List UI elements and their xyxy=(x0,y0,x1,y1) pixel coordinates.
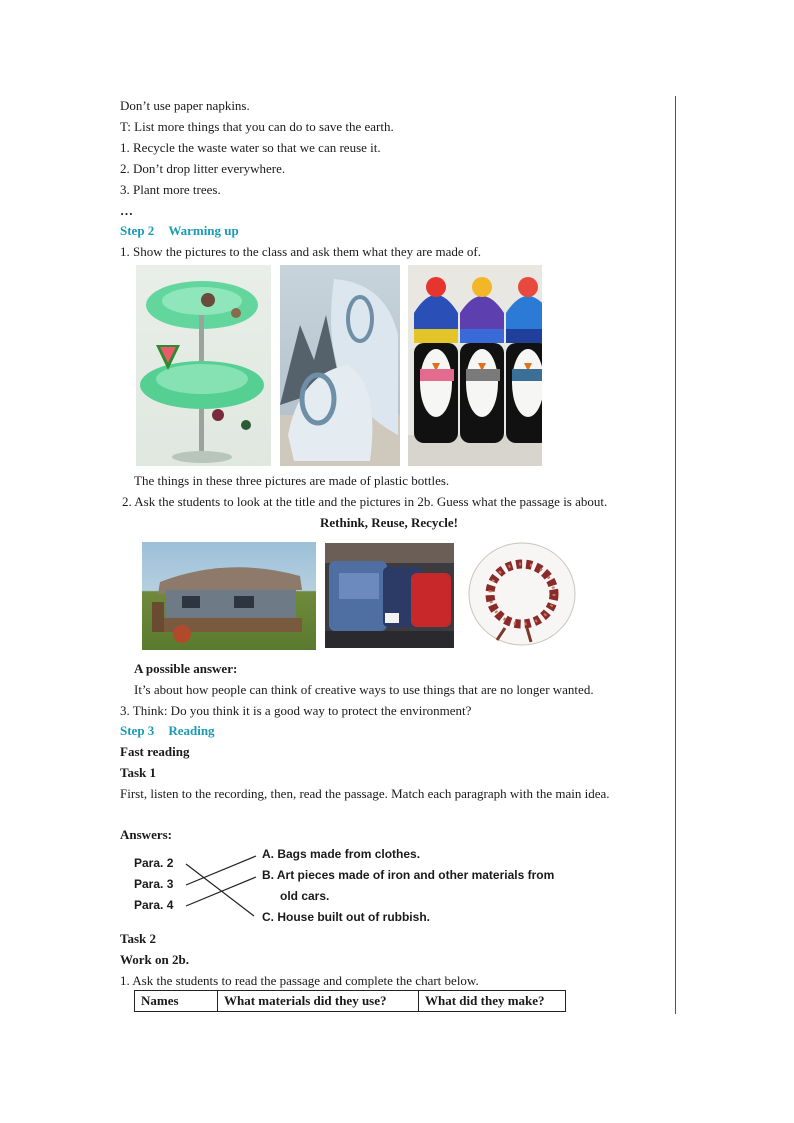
step3-label: Step 3 xyxy=(120,723,155,738)
bottle-penguins-photo xyxy=(408,265,542,466)
work-on-heading: Work on 2b. xyxy=(120,952,189,967)
step2-heading xyxy=(120,223,239,239)
step3-title: Reading xyxy=(168,723,215,738)
passage-title: Rethink, Reuse, Recycle! xyxy=(320,515,458,530)
match-para-2: Para. 2 xyxy=(134,856,174,870)
task2-heading: Task 2 xyxy=(120,931,157,946)
task1-heading: Task 1 xyxy=(120,765,157,780)
intro-line-2: T: List more things that you can do to save the earth. xyxy=(120,119,394,134)
task2-instruction: 1. Ask the students to read the passage and complete the chart below. xyxy=(120,973,479,988)
intro-line-4: 2. Don’t drop litter everywhere. xyxy=(120,161,286,176)
task1-instruction: First, listen to the recording, then, read the passage. Match each paragraph with the main idea. xyxy=(120,786,610,801)
chart-header-made: What did they make? xyxy=(419,991,566,1012)
intro-line-3: 1. Recycle the waste water so that we can reuse it. xyxy=(120,140,381,155)
intro-line-5: 3. Plant more trees. xyxy=(120,182,221,197)
iron-art-wreath-photo xyxy=(467,542,577,647)
match-line-para2-c xyxy=(186,864,254,916)
step2-instruction-2: 2. Ask the students to look at the title and the pictures in 2b. Guess what the passage is about. xyxy=(122,494,608,509)
answers-label: Answers: xyxy=(120,827,172,842)
match-para-3: Para. 3 xyxy=(134,877,174,891)
match-line-para4-b xyxy=(186,877,256,906)
intro-line-1: Don’t use paper napkins. xyxy=(120,98,250,113)
bottle-fish-sculpture-photo xyxy=(280,265,400,466)
matching-lines xyxy=(180,850,270,920)
step2-instruction-3: 3. Think: Do you think it is a good way to protect the environment? xyxy=(120,703,472,718)
match-idea-b-cont: old cars. xyxy=(280,889,330,903)
step2-instruction-1: 1. Show the pictures to the class and ask them what they are made of. xyxy=(120,244,482,259)
match-idea-a: A. Bags made from clothes. xyxy=(262,847,421,861)
fast-reading-heading: Fast reading xyxy=(120,744,190,759)
step3-heading xyxy=(120,723,215,739)
margin-rule xyxy=(675,96,676,1014)
step2-title: Warming up xyxy=(168,223,239,238)
chart-header-row xyxy=(135,991,566,1012)
chart-header-names: Names xyxy=(135,991,218,1012)
clothes-bags-photo xyxy=(325,543,454,648)
match-line-para3-a xyxy=(186,856,256,885)
step2-label: Step 2 xyxy=(120,223,155,238)
rubbish-house-photo xyxy=(142,542,316,650)
intro-ellipsis: … xyxy=(120,203,133,218)
answer-text: It’s about how people can think of creative ways to use things that are no longer wanted. xyxy=(134,682,594,697)
bottle-jewelry-stand-photo xyxy=(136,265,271,466)
materials-chart xyxy=(134,990,566,1012)
match-idea-b: B. Art pieces made of iron and other materials from xyxy=(262,868,555,882)
pictures-note: The things in these three pictures are made of plastic bottles. xyxy=(134,473,450,488)
answer-label: A possible answer: xyxy=(134,661,238,676)
match-idea-c: C. House built out of rubbish. xyxy=(262,910,430,924)
chart-header-materials: What materials did they use? xyxy=(218,991,419,1012)
match-para-4: Para. 4 xyxy=(134,898,174,912)
